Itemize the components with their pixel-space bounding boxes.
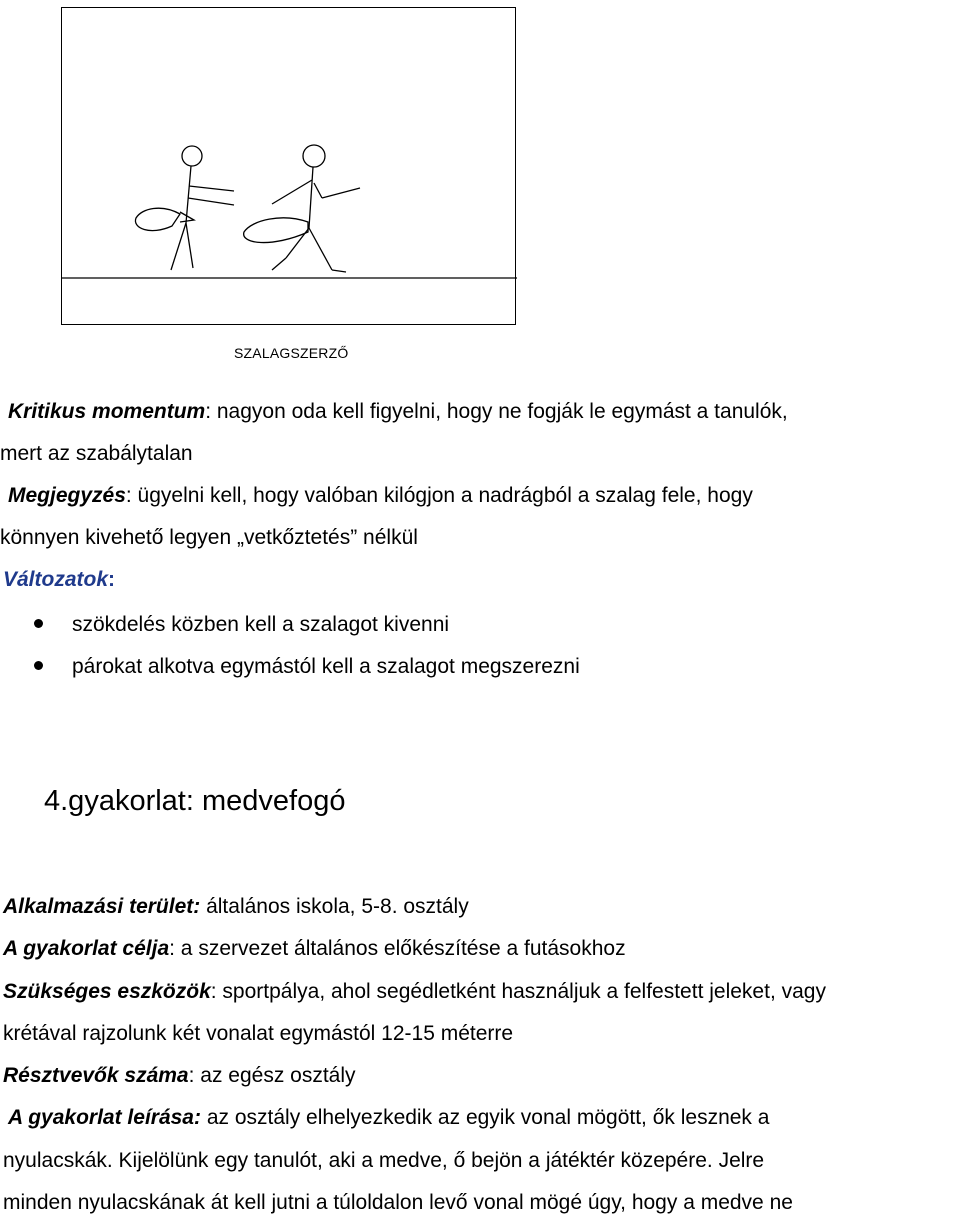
- leirasa-line-2: nyulacskák. Kijelölünk egy tanulót, aki a medve, ő bejön a játéktér közepére. Jelre: [3, 1149, 765, 1172]
- celja-label: A gyakorlat célja: [3, 937, 170, 960]
- celja-line: [3, 938, 626, 959]
- figure-1-body: [186, 166, 191, 223]
- alkalmazasi-label: Alkalmazási terület:: [3, 895, 201, 918]
- section-heading: 4.gyakorlat: medvefogó: [44, 785, 346, 817]
- valtozatok-label: Változatok: [3, 568, 109, 591]
- kritikus-label: Kritikus momentum: [8, 400, 206, 423]
- figure-1-ribbon: [135, 208, 180, 230]
- kritikus-line-1: [8, 401, 788, 422]
- valtozatok-colon: :: [108, 568, 116, 591]
- alkalmazasi-line: [3, 896, 469, 917]
- figure-1-arm-right-2: [188, 198, 234, 205]
- leirasa-line-3: minden nyulacskának át kell jutni a túloldalon levő vonal mögé úgy, hogy a medve ne: [3, 1191, 793, 1214]
- figure-2-body: [309, 167, 313, 228]
- figure-1-head: [182, 146, 202, 166]
- figure-1-leg-left: [171, 223, 186, 270]
- megjegyzes-label: Megjegyzés: [8, 484, 126, 507]
- megjegyzes-line-1: [8, 485, 753, 506]
- eszkozok-line-1: [3, 981, 826, 1002]
- bullet-icon: [34, 661, 43, 670]
- bullet-icon: [34, 619, 43, 628]
- valtozatok-item-2: párokat alkotva egymástól kell a szalagot megszerezni: [72, 655, 580, 678]
- figure-2-ribbon: [244, 218, 308, 243]
- figure-2-arm-right: [314, 183, 322, 198]
- figure-caption: SZALAGSZERZŐ: [234, 345, 349, 361]
- stick-figures-illustration: [62, 8, 517, 326]
- alkalmazasi-text: általános iskola, 5-8. osztály: [200, 895, 469, 918]
- leirasa-text-1: az osztály elhelyezkedik az egyik vonal mögött, ők lesznek a: [200, 1106, 770, 1129]
- leirasa-label: A gyakorlat leírása:: [8, 1106, 201, 1129]
- resztvevok-label: Résztvevők száma: [3, 1064, 189, 1087]
- figure-2-arm-left: [272, 180, 312, 204]
- figure-2-head: [303, 145, 325, 167]
- celja-text: : a szervezet általános előkészítése a futásokhoz: [169, 937, 626, 960]
- figure-2-leg-right: [309, 228, 332, 270]
- figure-2-foot-left: [272, 258, 286, 270]
- figure-1-leg-right: [186, 223, 193, 268]
- figure-1-arm-right: [189, 186, 234, 191]
- leirasa-line-1: [8, 1107, 769, 1128]
- figure-2-forearm-right: [322, 188, 360, 198]
- kritikus-text-1: : nagyon oda kell figyelni, hogy ne fogják le egymást a tanulók,: [205, 400, 788, 423]
- figure-2-foot-right: [332, 270, 346, 272]
- illustration-frame: [61, 7, 516, 325]
- kritikus-line-2: mert az szabálytalan: [0, 442, 193, 465]
- resztvevok-text: : az egész osztály: [188, 1064, 356, 1087]
- eszkozok-label: Szükséges eszközök: [3, 980, 211, 1003]
- valtozatok-item-1: szökdelés közben kell a szalagot kivenni: [72, 613, 450, 636]
- resztvevok-line: [3, 1065, 356, 1086]
- megjegyzes-line-2: könnyen kivehető legyen „vetkőztetés” nélkül: [0, 526, 418, 549]
- megjegyzes-text-1: : ügyelni kell, hogy valóban kilógjon a nadrágból a szalag fele, hogy: [125, 484, 753, 507]
- valtozatok-line: [3, 569, 115, 590]
- eszkozok-line-2: krétával rajzolunk két vonalat egymástól 12-15 méterre: [3, 1022, 514, 1045]
- eszkozok-text-1: : sportpálya, ahol segédletként használjuk a felfestett jeleket, vagy: [210, 980, 826, 1003]
